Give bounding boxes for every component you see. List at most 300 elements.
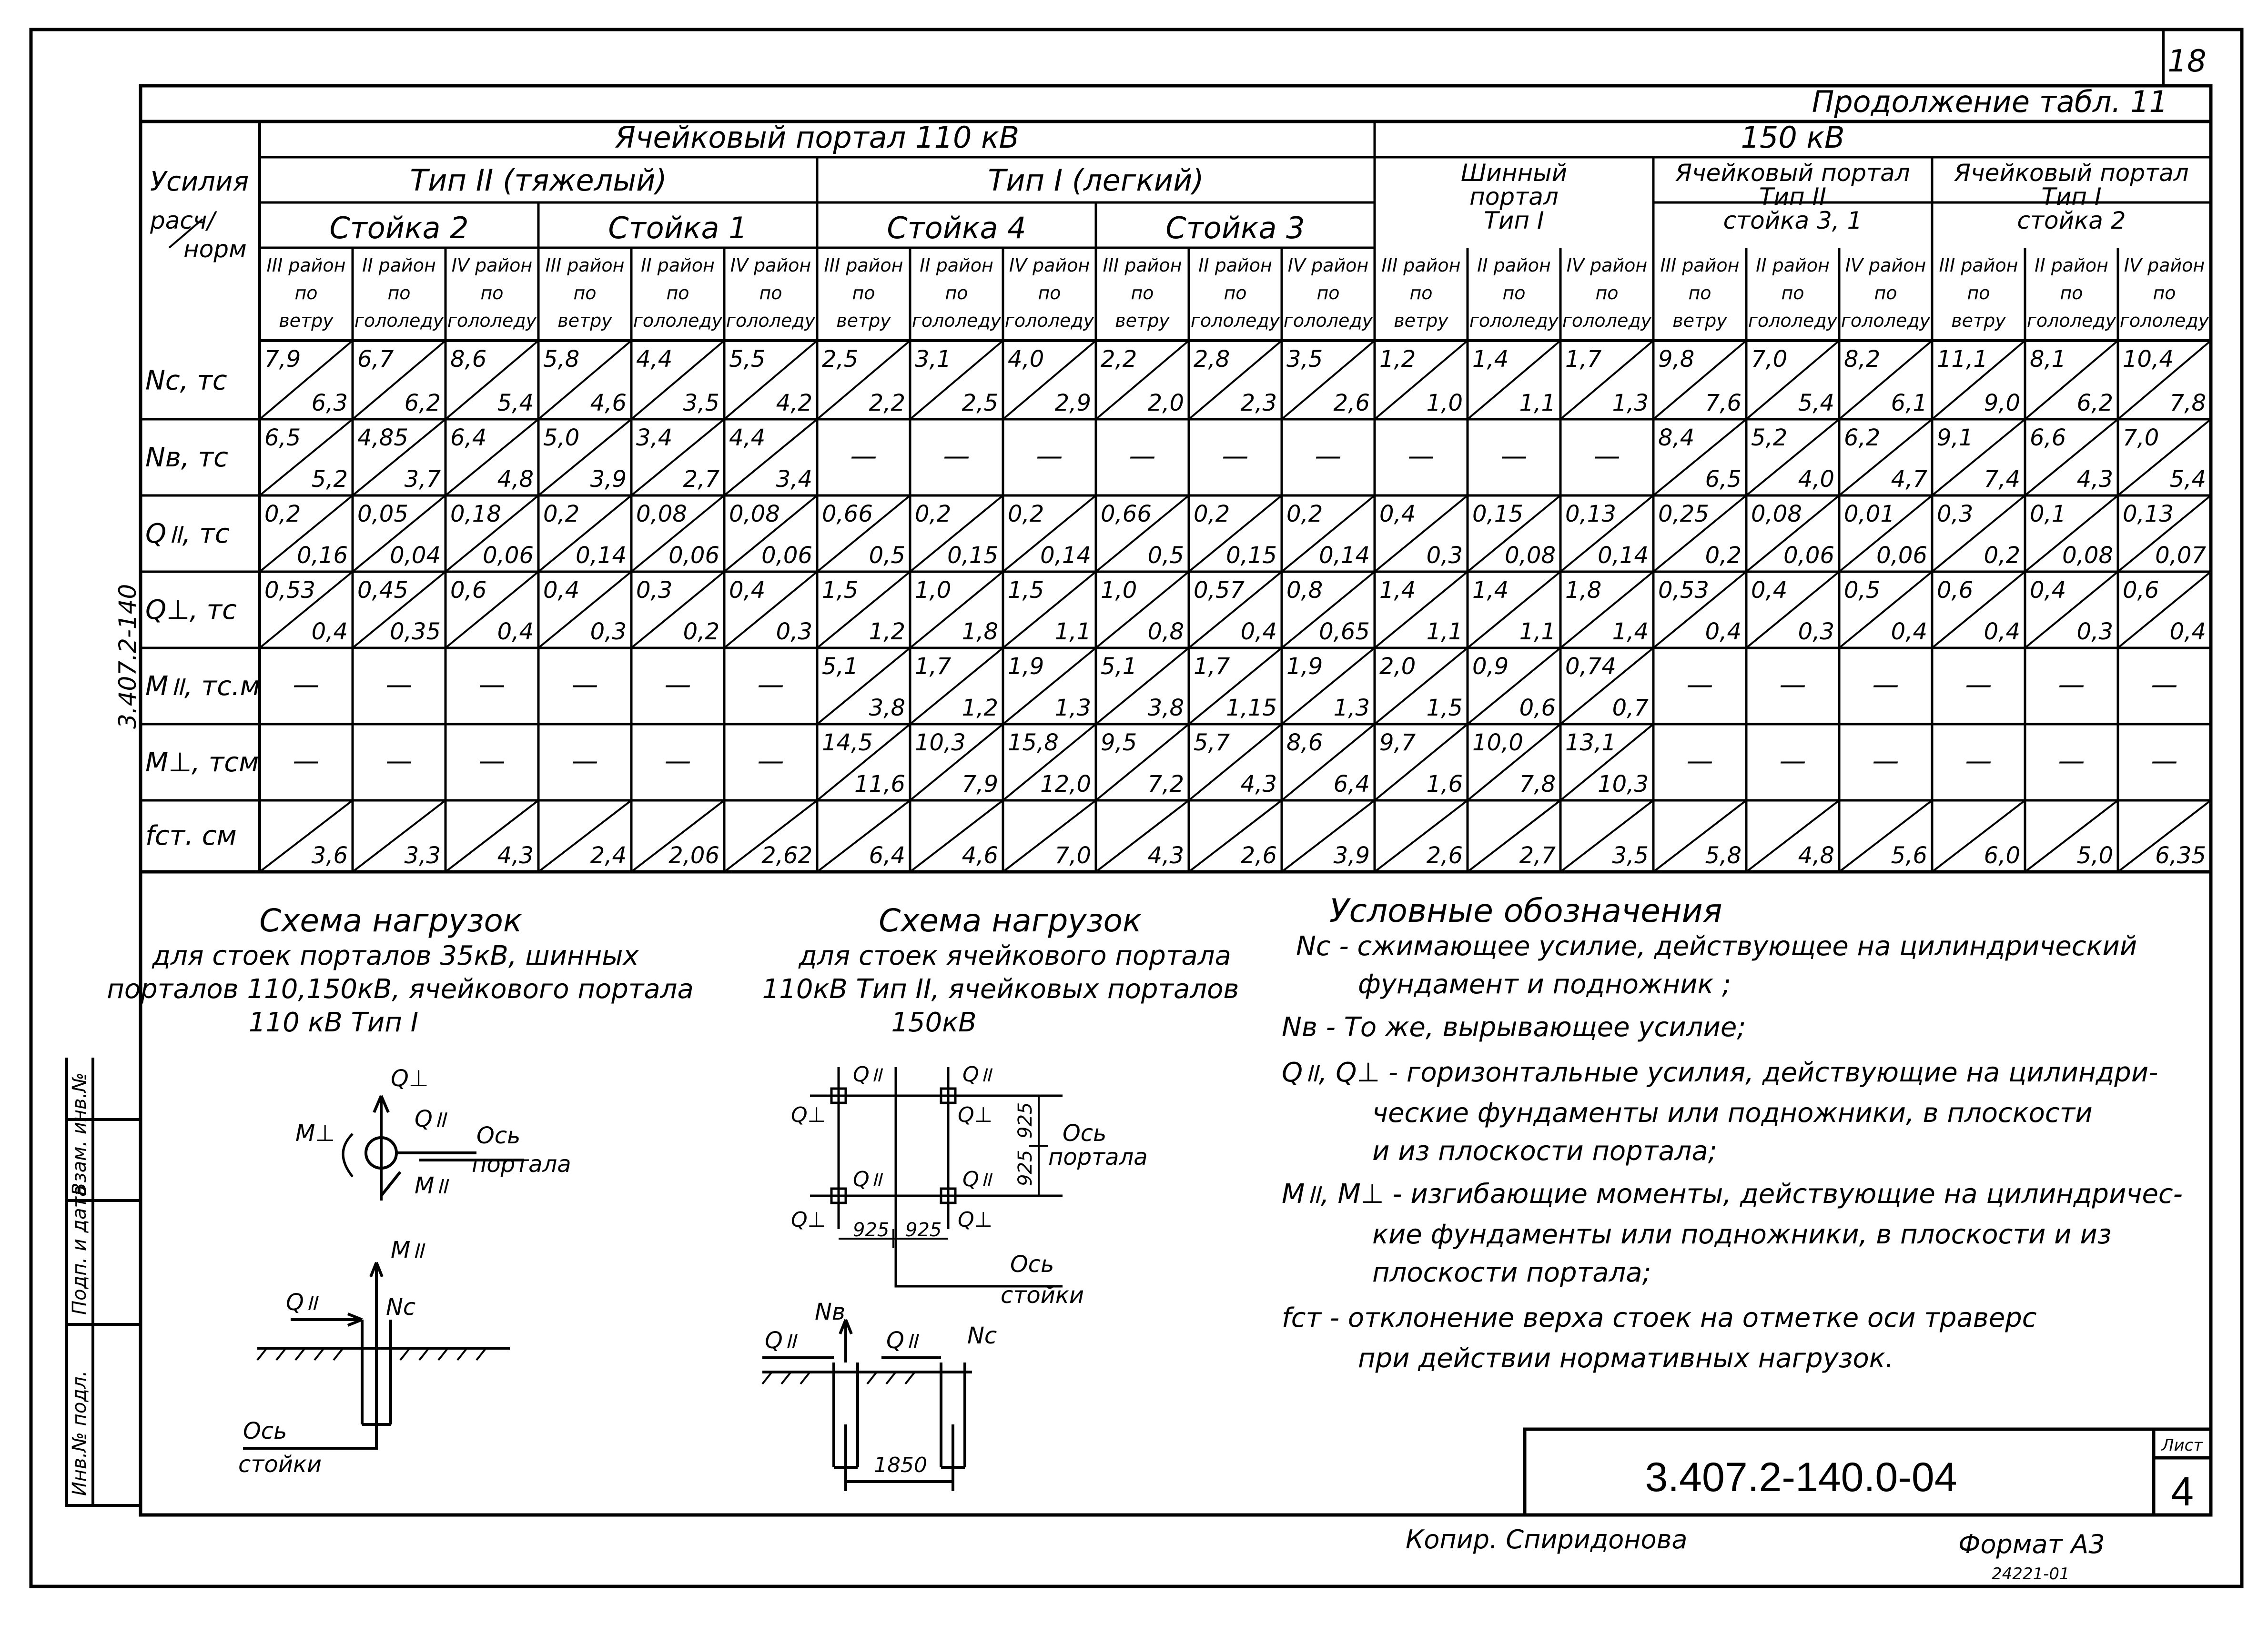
col-header-1-0: II район xyxy=(362,255,436,276)
cell-top-1-2: 6,4 xyxy=(450,424,487,451)
cell-top-5-14: 13,1 xyxy=(1565,729,1616,756)
col-header-10-2: гололеду xyxy=(1190,310,1280,331)
cell-bot-1-2: 4,8 xyxy=(497,466,534,493)
cell-top-0-5: 5,5 xyxy=(729,346,766,373)
cell-top-0-16: 7,0 xyxy=(1751,346,1788,373)
col-header-0-0: III район xyxy=(266,255,346,276)
s1-axis-post-1: Ось xyxy=(243,1418,287,1444)
cell-4-19: — xyxy=(2058,669,2085,700)
s2-q-par-1: Q॥ xyxy=(853,1062,882,1087)
cell-1-14: — xyxy=(1593,441,1620,472)
cell-top-3-0: 0,53 xyxy=(264,577,315,604)
continuation-caption: Продолжение табл. 11 xyxy=(1812,84,2168,119)
cell-bot-2-17: 0,06 xyxy=(1876,542,1927,569)
cell-top-2-6: 0,66 xyxy=(822,501,873,527)
s2-axis-portal-1: Ось xyxy=(1063,1120,1107,1147)
cell-top-3-3: 0,4 xyxy=(543,577,580,604)
cell-5-15: — xyxy=(1686,746,1713,777)
cell-bot-4-14: 0,7 xyxy=(1612,695,1649,721)
cell-bot-3-17: 0,4 xyxy=(1891,618,1927,645)
col-header-16-1: по xyxy=(1781,283,1804,303)
s2-q-perp-1: Q⊥ xyxy=(791,1103,826,1127)
cell-4-4: — xyxy=(664,669,691,700)
scheme1-title: Схема нагрузок xyxy=(259,902,522,939)
header-150-t2-0: Ячейковый портал xyxy=(1675,159,1910,187)
cell-top-0-4: 4,4 xyxy=(636,346,673,373)
col-header-1-1: по xyxy=(387,283,411,303)
cell-bot-4-6: 3,8 xyxy=(869,695,905,721)
cell-top-3-10: 0,57 xyxy=(1194,577,1245,604)
cell-4-17: — xyxy=(1872,669,1899,700)
scheme2-line1: для стоек ячейкового портала xyxy=(799,940,1231,971)
header-150kv: 150 кВ xyxy=(1741,120,1845,155)
cell-top-5-6: 14,5 xyxy=(822,729,873,756)
cell-top-3-11: 0,8 xyxy=(1286,577,1323,604)
cell-top-5-7: 10,3 xyxy=(915,729,966,756)
cell-top-0-15: 9,8 xyxy=(1658,346,1695,373)
cell-top-0-17: 8,2 xyxy=(1844,346,1881,373)
cell-top-0-1: 6,7 xyxy=(357,346,394,373)
cell-top-1-16: 5,2 xyxy=(1751,424,1788,451)
cell-top-3-18: 0,6 xyxy=(1937,577,1974,604)
col-header-16-0: II район xyxy=(1756,255,1830,276)
cell-top-0-3: 5,8 xyxy=(543,346,580,373)
cell-4-3: — xyxy=(571,669,598,700)
cell-bot-3-1: 0,35 xyxy=(390,618,441,645)
s2-q-par-5: Q॥ xyxy=(765,1327,797,1354)
cell-bot-6-8: 7,0 xyxy=(1054,842,1091,869)
cell-top-4-9: 5,1 xyxy=(1101,653,1137,680)
cell-bot-0-6: 2,2 xyxy=(869,390,905,416)
scheme2-line2: 110кВ Тип II, ячейковых порталов xyxy=(762,974,1239,1005)
cell-top-0-14: 1,7 xyxy=(1565,346,1602,373)
s2-q-par-3: Q॥ xyxy=(853,1167,882,1191)
legend-line-2: Nв - То же, вырывающее усилие; xyxy=(1282,1012,1746,1043)
header-post-2: Стойка 1 xyxy=(608,211,748,245)
col-header-14-2: гололеду xyxy=(1562,310,1652,331)
row-label-5: M⊥, тсм xyxy=(145,747,259,778)
cell-4-15: — xyxy=(1686,669,1713,700)
col-header-15-2: ветру xyxy=(1672,310,1727,331)
cell-5-19: — xyxy=(2058,746,2085,777)
cell-top-0-9: 2,2 xyxy=(1101,346,1137,373)
document-code: 3.407.2-140.0-04 xyxy=(1645,1454,1957,1500)
cell-top-2-3: 0,2 xyxy=(543,501,580,527)
row-label-1: Nв, тс xyxy=(145,442,228,474)
cell-top-2-17: 0,01 xyxy=(1844,501,1895,527)
cell-bot-2-2: 0,06 xyxy=(483,542,534,569)
loads-table xyxy=(141,120,2211,872)
cell-top-3-6: 1,5 xyxy=(822,577,859,604)
cell-top-2-2: 0,18 xyxy=(450,501,501,527)
cell-bot-1-4: 2,7 xyxy=(683,466,719,493)
cell-top-1-17: 6,2 xyxy=(1844,424,1881,451)
cell-top-2-12: 0,4 xyxy=(1379,501,1416,527)
cell-bot-2-16: 0,06 xyxy=(1783,542,1834,569)
cell-5-16: — xyxy=(1779,746,1806,777)
cell-5-2: — xyxy=(478,746,506,777)
cell-top-2-13: 0,15 xyxy=(1472,501,1523,527)
col-header-20-0: IV район xyxy=(2124,255,2205,276)
scheme1-ground-hatch xyxy=(257,1348,486,1360)
cell-5-3: — xyxy=(571,746,598,777)
cell-bot-1-3: 3,9 xyxy=(590,466,627,493)
cell-bot-0-5: 4,2 xyxy=(776,390,812,416)
col-header-7-0: II район xyxy=(920,255,993,276)
cell-bot-5-11: 6,4 xyxy=(1333,771,1370,797)
cell-top-2-20: 0,13 xyxy=(2123,501,2174,527)
cell-bot-5-6: 11,6 xyxy=(854,771,905,797)
header-150-t1-2: стойка 2 xyxy=(2017,207,2126,234)
legend-line-1: фундамент и подножник ; xyxy=(1358,969,1731,1000)
cell-bot-5-14: 10,3 xyxy=(1598,771,1649,797)
col-header-6-2: ветру xyxy=(836,310,891,331)
cell-bot-6-9: 4,3 xyxy=(1147,842,1184,869)
cell-bot-2-10: 0,15 xyxy=(1226,542,1277,569)
cell-bot-6-13: 2,7 xyxy=(1519,842,1556,869)
cell-top-1-4: 3,4 xyxy=(636,424,673,451)
cell-top-3-17: 0,5 xyxy=(1844,577,1881,604)
s2-axis-post-1: Ось xyxy=(1010,1251,1054,1278)
cell-bot-3-6: 1,2 xyxy=(869,618,905,645)
cell-top-3-12: 1,4 xyxy=(1379,577,1416,604)
col-header-20-2: гололеду xyxy=(2119,310,2209,331)
s2-axis-portal-2: портала xyxy=(1048,1144,1148,1171)
col-header-19-2: гололеду xyxy=(2026,310,2116,331)
col-header-0-1: по xyxy=(294,283,318,303)
cell-top-3-15: 0,53 xyxy=(1658,577,1709,604)
col-header-18-1: по xyxy=(1967,283,1990,303)
s1-axis-portal-1: Ось xyxy=(476,1122,521,1149)
scheme-1 xyxy=(107,902,694,1478)
col-header-19-1: по xyxy=(2060,283,2083,303)
col-header-12-1: по xyxy=(1409,283,1433,303)
cell-bot-4-11: 1,3 xyxy=(1333,695,1370,721)
cell-top-0-6: 2,5 xyxy=(822,346,859,373)
cell-bot-3-11: 0,65 xyxy=(1319,618,1370,645)
col-header-5-0: IV район xyxy=(730,255,811,276)
s2-dim-1850: 1850 xyxy=(874,1453,927,1477)
cell-top-4-7: 1,7 xyxy=(915,653,952,680)
col-header-8-1: по xyxy=(1038,283,1061,303)
header-busbar-0: Шинный xyxy=(1460,159,1568,187)
cell-bot-0-10: 2,3 xyxy=(1240,390,1277,416)
col-header-17-2: гололеду xyxy=(1841,310,1931,331)
col-header-15-0: III район xyxy=(1660,255,1740,276)
legend-line-3: Q॥, Q⊥ - горизонтальные усилия, действующие на цилиндри- xyxy=(1282,1057,2158,1088)
cell-top-0-12: 1,2 xyxy=(1379,346,1416,373)
cell-top-2-19: 0,1 xyxy=(2030,501,2066,527)
s1-q-par2: Q॥ xyxy=(286,1289,318,1316)
cell-top-2-11: 0,2 xyxy=(1286,501,1323,527)
col-header-13-2: гололеду xyxy=(1469,310,1559,331)
cell-bot-6-0: 3,6 xyxy=(311,842,348,869)
cell-bot-3-16: 0,3 xyxy=(1798,618,1834,645)
col-header-4-2: гололеду xyxy=(633,310,723,331)
s2-nv: Nв xyxy=(815,1299,846,1325)
header-150-t1-0: Ячейковый портал xyxy=(1954,159,2189,187)
cell-bot-3-3: 0,3 xyxy=(590,618,627,645)
col-header-10-1: по xyxy=(1224,283,1247,303)
cell-top-1-19: 6,6 xyxy=(2030,424,2066,451)
cell-top-2-10: 0,2 xyxy=(1194,501,1230,527)
cell-1-7: — xyxy=(943,441,970,472)
col-header-13-1: по xyxy=(1502,283,1526,303)
sheet-number: 18 xyxy=(2167,44,2207,79)
title-block xyxy=(1525,1429,2211,1515)
scheme-2 xyxy=(762,902,1239,1491)
cell-top-3-13: 1,4 xyxy=(1472,577,1509,604)
corner-label: Усилия xyxy=(150,166,249,197)
col-header-19-0: II район xyxy=(2035,255,2108,276)
cell-bot-0-11: 2,6 xyxy=(1333,390,1370,416)
copier: Копир. Спиридонова xyxy=(1406,1524,1688,1554)
cell-1-12: — xyxy=(1407,441,1435,472)
cell-top-3-4: 0,3 xyxy=(636,577,673,604)
cell-top-1-18: 9,1 xyxy=(1937,424,1974,451)
cell-top-4-13: 0,9 xyxy=(1472,653,1509,680)
col-header-12-0: III район xyxy=(1381,255,1461,276)
cell-bot-3-8: 1,1 xyxy=(1054,618,1091,645)
legend-line-7: кие фундаменты или подножники, в плоскости и из xyxy=(1372,1219,2112,1250)
cell-top-5-11: 8,6 xyxy=(1286,729,1323,756)
col-header-9-2: ветру xyxy=(1115,310,1170,331)
cell-top-0-11: 3,5 xyxy=(1286,346,1323,373)
cell-bot-3-12: 1,1 xyxy=(1426,618,1463,645)
cell-top-2-1: 0,05 xyxy=(357,501,408,527)
cell-top-2-15: 0,25 xyxy=(1658,501,1709,527)
col-header-2-0: IV район xyxy=(451,255,533,276)
cell-top-2-4: 0,08 xyxy=(636,501,687,527)
legend-line-4: ческие фундаменты или подножники, в плоскости xyxy=(1372,1098,2093,1129)
cell-bot-2-4: 0,06 xyxy=(668,542,719,569)
cell-bot-6-6: 6,4 xyxy=(869,842,905,869)
cell-top-2-9: 0,66 xyxy=(1101,501,1152,527)
col-header-4-0: II район xyxy=(641,255,715,276)
sheet-value: 4 xyxy=(2171,1469,2194,1514)
cell-top-2-18: 0,3 xyxy=(1937,501,1974,527)
col-header-16-2: гололеду xyxy=(1748,310,1838,331)
col-header-0-2: ветру xyxy=(279,310,334,331)
cell-5-5: — xyxy=(757,746,784,777)
cell-top-0-8: 4,0 xyxy=(1008,346,1044,373)
s2-q-perp-2: Q⊥ xyxy=(958,1103,992,1127)
col-header-8-0: IV район xyxy=(1009,255,1090,276)
cell-bot-6-7: 4,6 xyxy=(962,842,998,869)
legend-line-0: Nc - сжимающее усилие, действующее на цилиндрический xyxy=(1296,931,2137,962)
col-header-11-1: по xyxy=(1316,283,1340,303)
col-header-12-2: ветру xyxy=(1394,310,1448,331)
cell-bot-2-0: 0,16 xyxy=(297,542,348,569)
s2-dim-1: 925 xyxy=(853,1219,890,1241)
cell-4-1: — xyxy=(385,669,413,700)
row-label-4: M॥, тс.м xyxy=(145,671,260,702)
s1-m-par: M॥ xyxy=(415,1172,448,1199)
col-header-9-1: по xyxy=(1131,283,1154,303)
cell-bot-4-12: 1,5 xyxy=(1426,695,1463,721)
cell-top-5-10: 5,7 xyxy=(1194,729,1230,756)
cell-top-4-10: 1,7 xyxy=(1194,653,1230,680)
row-label-6: fст. см xyxy=(145,820,237,851)
cell-bot-6-14: 3,5 xyxy=(1612,842,1649,869)
cell-bot-0-20: 7,8 xyxy=(2169,390,2206,416)
cell-4-18: — xyxy=(1965,669,1992,700)
cell-bot-6-16: 4,8 xyxy=(1798,842,1834,869)
col-header-5-1: по xyxy=(759,283,782,303)
cell-bot-2-9: 0,5 xyxy=(1147,542,1184,569)
cell-top-3-5: 0,4 xyxy=(729,577,766,604)
cell-bot-6-19: 5,0 xyxy=(2076,842,2113,869)
header-150-t2-2: стойка 3, 1 xyxy=(1723,207,1863,234)
cell-bot-0-0: 6,3 xyxy=(311,390,348,416)
cell-bot-5-9: 7,2 xyxy=(1147,771,1184,797)
cell-top-0-18: 11,1 xyxy=(1937,346,1988,373)
header-type1: Тип I (легкий) xyxy=(988,163,1204,198)
cell-top-3-8: 1,5 xyxy=(1008,577,1044,604)
legend-line-8: плоскости портала; xyxy=(1372,1257,1651,1288)
scheme2-title: Схема нагрузок xyxy=(879,902,1142,939)
cell-bot-6-17: 5,6 xyxy=(1891,842,1927,869)
cell-top-0-10: 2,8 xyxy=(1194,346,1230,373)
cell-bot-1-5: 3,4 xyxy=(776,466,812,493)
s2-dim-4: 925 xyxy=(1014,1150,1036,1186)
s2-q-par-4: Q॥ xyxy=(962,1167,992,1191)
col-header-17-1: по xyxy=(1874,283,1897,303)
cell-bot-2-7: 0,15 xyxy=(947,542,998,569)
cell-bot-1-15: 6,5 xyxy=(1705,466,1742,493)
cell-bot-2-13: 0,08 xyxy=(1505,542,1556,569)
cell-5-0: — xyxy=(293,746,320,777)
cell-top-0-20: 10,4 xyxy=(2123,346,2174,373)
cell-5-1: — xyxy=(385,746,413,777)
cell-bot-0-9: 2,0 xyxy=(1147,390,1184,416)
cell-top-3-9: 1,0 xyxy=(1101,577,1137,604)
cell-bot-2-11: 0,14 xyxy=(1319,542,1370,569)
cell-top-1-0: 6,5 xyxy=(264,424,301,451)
cell-bot-1-18: 7,4 xyxy=(1984,466,2020,493)
col-header-11-2: гололеду xyxy=(1283,310,1373,331)
cell-4-20: — xyxy=(2151,669,2178,700)
cell-top-2-14: 0,13 xyxy=(1565,501,1616,527)
cell-top-3-7: 1,0 xyxy=(915,577,952,604)
cell-top-1-1: 4,85 xyxy=(357,424,408,451)
cell-bot-0-14: 1,3 xyxy=(1612,390,1649,416)
s2-nc: Nc xyxy=(967,1322,997,1349)
cell-bot-4-8: 1,3 xyxy=(1054,695,1091,721)
cell-bot-3-15: 0,4 xyxy=(1705,618,1742,645)
cell-top-4-11: 1,9 xyxy=(1286,653,1323,680)
s1-m-perp: M⊥ xyxy=(295,1120,335,1147)
cell-bot-0-4: 3,5 xyxy=(683,390,719,416)
cell-bot-0-1: 6,2 xyxy=(404,390,441,416)
cell-top-1-3: 5,0 xyxy=(543,424,580,451)
header-busbar-1: портал xyxy=(1469,183,1559,211)
col-header-17-0: IV район xyxy=(1845,255,1926,276)
legend xyxy=(1282,892,2183,1374)
cell-bot-0-12: 1,0 xyxy=(1426,390,1463,416)
cell-bot-6-11: 3,9 xyxy=(1333,842,1370,869)
cell-top-3-1: 0,45 xyxy=(357,577,408,604)
side-stamp-3: Взам. инв.№ xyxy=(69,1072,91,1196)
footer-stamp: 24221-01 xyxy=(1992,1564,2070,1584)
cell-bot-3-4: 0,2 xyxy=(683,618,719,645)
header-150-t2-1: Тип II xyxy=(1759,183,1827,211)
cell-bot-6-10: 2,6 xyxy=(1240,842,1277,869)
cell-bot-2-1: 0,04 xyxy=(390,542,441,569)
cell-bot-5-13: 7,8 xyxy=(1519,771,1556,797)
cell-bot-3-13: 1,1 xyxy=(1519,618,1556,645)
cell-bot-2-8: 0,14 xyxy=(1040,542,1091,569)
cell-top-4-12: 2,0 xyxy=(1379,653,1416,680)
col-header-5-2: гололеду xyxy=(726,310,816,331)
col-header-9-0: III район xyxy=(1103,255,1182,276)
cell-4-16: — xyxy=(1779,669,1806,700)
cell-bot-4-7: 1,2 xyxy=(962,695,998,721)
s2-axis-post-2: стойки xyxy=(1001,1282,1084,1309)
cell-bot-6-12: 2,6 xyxy=(1426,842,1463,869)
header-post-4: Стойка 3 xyxy=(1165,211,1305,245)
cell-bot-2-3: 0,14 xyxy=(576,542,627,569)
header-110kv: Ячейковый портал 110 кВ xyxy=(615,120,1020,155)
cell-bot-3-10: 0,4 xyxy=(1240,618,1277,645)
cell-bot-6-1: 3,3 xyxy=(404,842,441,869)
col-header-3-1: по xyxy=(573,283,597,303)
s1-q-par: Q॥ xyxy=(415,1106,446,1132)
cell-bot-1-1: 3,7 xyxy=(404,466,441,493)
cell-bot-3-19: 0,3 xyxy=(2076,618,2113,645)
cell-top-1-5: 4,4 xyxy=(729,424,766,451)
header-post-3: Стойка 4 xyxy=(887,211,1026,245)
col-header-11-0: IV район xyxy=(1287,255,1369,276)
s1-m-par2: M॥ xyxy=(391,1237,425,1263)
cell-5-20: — xyxy=(2151,746,2178,777)
cell-bot-6-18: 6,0 xyxy=(1984,842,2020,869)
cell-top-1-20: 7,0 xyxy=(2123,424,2159,451)
col-header-7-2: гололеду xyxy=(911,310,1002,331)
cell-bot-2-18: 0,2 xyxy=(1984,542,2020,569)
cell-bot-2-5: 0,06 xyxy=(761,542,812,569)
header-150-t1-1: Тип I xyxy=(2041,183,2102,211)
cell-bot-0-8: 2,9 xyxy=(1054,390,1091,416)
cell-bot-2-20: 0,07 xyxy=(2155,542,2206,569)
cell-bot-0-3: 4,6 xyxy=(590,390,627,416)
cell-bot-0-19: 6,2 xyxy=(2076,390,2113,416)
cell-top-3-16: 0,4 xyxy=(1751,577,1788,604)
legend-line-5: и из плоскости портала; xyxy=(1372,1136,1717,1167)
cell-top-2-5: 0,08 xyxy=(729,501,780,527)
s1-axis-portal-2: портала xyxy=(472,1151,571,1178)
cell-bot-1-16: 4,0 xyxy=(1798,466,1834,493)
cell-bot-2-12: 0,3 xyxy=(1426,542,1463,569)
cell-bot-2-19: 0,08 xyxy=(2062,542,2113,569)
legend-line-9: fст - отклонение верха стоек на отметке оси траверс xyxy=(1282,1302,2037,1333)
legend-line-6: M॥, M⊥ - изгибающие моменты, действующие на цилиндричес- xyxy=(1282,1179,2183,1210)
scheme1-line2: порталов 110,150кВ, ячейкового портала xyxy=(107,974,694,1005)
cell-bot-6-20: 6,35 xyxy=(2155,842,2206,869)
cell-bot-3-18: 0,4 xyxy=(1984,618,2020,645)
cell-bot-1-17: 4,7 xyxy=(1891,466,1927,493)
s2-q-par-6: Q॥ xyxy=(886,1327,918,1354)
scheme2-line3: 150кВ xyxy=(891,1007,977,1038)
col-header-2-2: гололеду xyxy=(447,310,537,331)
cell-top-1-15: 8,4 xyxy=(1658,424,1695,451)
cell-bot-5-10: 4,3 xyxy=(1240,771,1277,797)
cell-bot-4-13: 0,6 xyxy=(1519,695,1556,721)
cell-top-3-2: 0,6 xyxy=(450,577,487,604)
cell-top-4-6: 5,1 xyxy=(822,653,859,680)
side-stamp-2: Подп. и дата xyxy=(69,1185,91,1315)
s1-q-perp: Q⊥ xyxy=(391,1065,429,1092)
